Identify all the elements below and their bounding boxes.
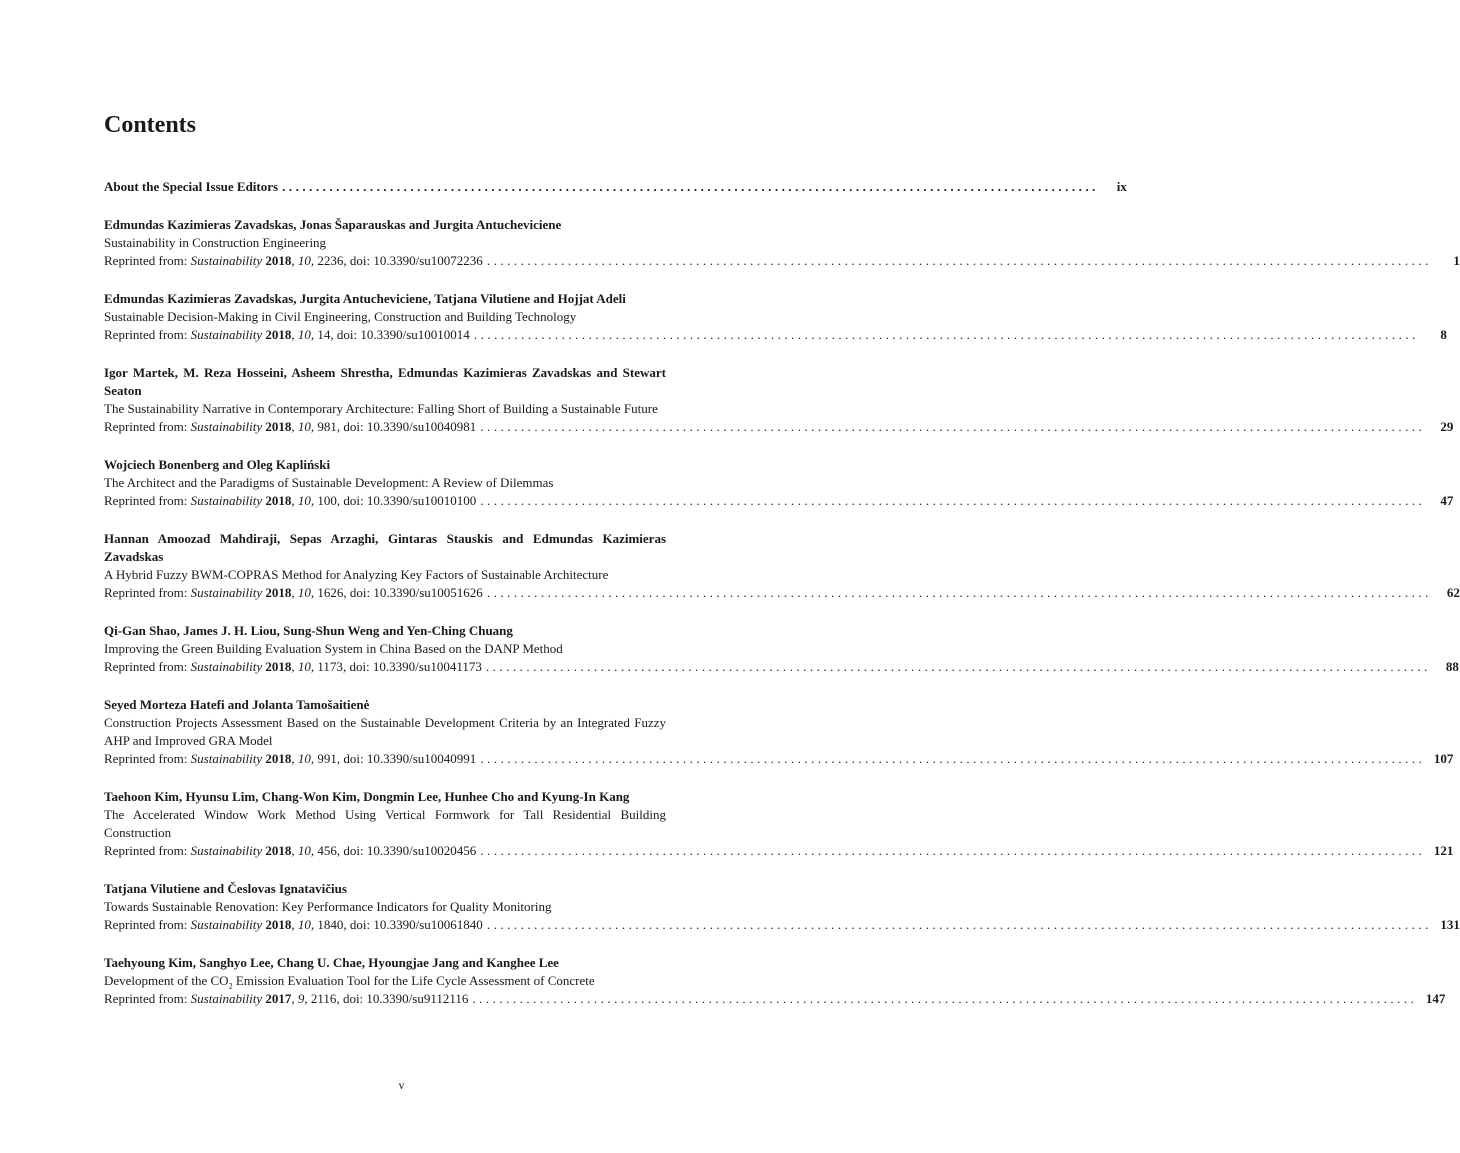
reprint-prefix: Reprinted from: — [104, 493, 188, 508]
reference-text: Reprinted from: Sustainability 2018, 10, 2236, doi: 10.3390/su10072236 — [104, 253, 483, 268]
entry-reference — [104, 418, 1454, 436]
year: 2018 — [265, 493, 292, 508]
journal-name: Sustainability — [190, 327, 263, 342]
reference-text: Reprinted from: Sustainability 2017, 9, 2116, doi: 10.3390/su9112116 — [104, 991, 469, 1006]
reference-text: Reprinted from: Sustainability 2018, 10, 1173, doi: 10.3390/su10041173 — [104, 659, 482, 674]
journal-name: Sustainability — [190, 843, 263, 858]
page-number: 62 — [1446, 585, 1460, 600]
table-of-contents — [104, 178, 1460, 1028]
dot-leader: ............................................................................................................................................ — [486, 253, 1432, 268]
toc-entry[interactable] — [104, 880, 1460, 934]
article-number: 456 — [317, 843, 337, 858]
reprint-prefix: Reprinted from: — [104, 419, 188, 434]
journal-name: Sustainability — [190, 991, 263, 1006]
page-number: 107 — [1433, 751, 1454, 766]
journal-name: Sustainability — [190, 419, 263, 434]
doi: doi: 10.3390/su10010100 — [343, 493, 477, 508]
entry-title-subscript: 2 — [228, 981, 233, 991]
volume: 10 — [297, 493, 311, 508]
year: 2018 — [265, 751, 292, 766]
entry-reference — [104, 492, 1454, 510]
entry-authors: Hannan Amoozad Mahdiraji, Sepas Arzaghi, Gintaras Stauskis and Edmundas Kazimieras Zavadskas — [104, 531, 666, 564]
reference-text: Reprinted from: Sustainability 2018, 10, 1840, doi: 10.3390/su10061840 — [104, 917, 483, 932]
entry-reference — [104, 326, 1447, 344]
article-number: 1626 — [317, 585, 344, 600]
volume: 10 — [297, 659, 311, 674]
about-editors-entry[interactable] — [104, 178, 1127, 196]
volume: 10 — [297, 253, 311, 268]
dot-leader: ............................................................................................................................................ — [480, 419, 1426, 434]
reprint-prefix: Reprinted from: — [104, 585, 188, 600]
article-number: 1840 — [317, 917, 344, 932]
article-number: 981 — [317, 419, 337, 434]
toc-entry[interactable] — [104, 622, 1459, 676]
dot-leader: ............................................................................................................................................ — [473, 327, 1419, 342]
toc-entry[interactable] — [104, 788, 1454, 860]
dot-leader: ............................................................................................................................................ — [486, 585, 1432, 600]
journal-name: Sustainability — [190, 493, 263, 508]
article-number: 14 — [317, 327, 331, 342]
entry-title: Towards Sustainable Renovation: Key Performance Indicators for Quality Monitoring — [104, 899, 552, 914]
doi: doi: 10.3390/su10051626 — [349, 585, 483, 600]
year: 2018 — [265, 253, 292, 268]
reprint-prefix: Reprinted from: — [104, 659, 188, 674]
entry-title: A Hybrid Fuzzy BWM-COPRAS Method for Analyzing Key Factors of Sustainable Architecture — [104, 567, 609, 582]
journal-name: Sustainability — [190, 659, 263, 674]
dot-leader: ............................................................................................................................................ — [480, 751, 1426, 766]
entry-reference — [104, 842, 1454, 860]
doi: doi: 10.3390/su10040981 — [343, 419, 477, 434]
doi: doi: 10.3390/su10072236 — [349, 253, 483, 268]
reprint-prefix: Reprinted from: — [104, 843, 188, 858]
page-number: 147 — [1425, 991, 1446, 1006]
toc-entry[interactable] — [104, 530, 1460, 602]
reference-text: Reprinted from: Sustainability 2018, 10, 991, doi: 10.3390/su10040991 — [104, 751, 477, 766]
entry-authors: Taehoon Kim, Hyunsu Lim, Chang-Won Kim, Dongmin Lee, Hunhee Cho and Kyung-In Kang — [104, 789, 630, 804]
entry-authors: Taehyoung Kim, Sanghyo Lee, Chang U. Chae, Hyoungjae Jang and Kanghee Lee — [104, 955, 559, 970]
year: 2018 — [265, 419, 292, 434]
dot-leader: ............................................................................................................................................ — [486, 917, 1432, 932]
entry-title: Sustainability in Construction Engineering — [104, 235, 327, 250]
reprint-prefix: Reprinted from: — [104, 917, 188, 932]
entry-reference — [104, 584, 1460, 602]
toc-entry[interactable] — [104, 364, 1454, 436]
page-number: ix — [1116, 179, 1127, 194]
entry-title: Sustainable Decision-Making in Civil Engineering, Construction and Building Technology — [104, 309, 577, 324]
article-number: 991 — [317, 751, 337, 766]
reprint-prefix: Reprinted from: — [104, 327, 188, 342]
entry-title: The Architect and the Paradigms of Sustainable Development: A Review of Dilemmas — [104, 475, 554, 490]
entry-title: Improving the Green Building Evaluation System in China Based on the DANP Method — [104, 641, 563, 656]
year: 2018 — [265, 327, 292, 342]
entry-authors: Tatjana Vilutiene and Česlovas Ignatavičius — [104, 881, 347, 896]
toc-entry[interactable] — [104, 290, 1447, 344]
doi: doi: 10.3390/su10041173 — [349, 659, 482, 674]
reprint-prefix: Reprinted from: — [104, 253, 188, 268]
reference-text: Reprinted from: Sustainability 2018, 10, 1626, doi: 10.3390/su10051626 — [104, 585, 483, 600]
page-title: Contents — [104, 112, 197, 138]
reference-text: Reprinted from: Sustainability 2018, 10, 14, doi: 10.3390/su10010014 — [104, 327, 470, 342]
entry-title — [104, 972, 666, 990]
toc-entry[interactable] — [104, 954, 1446, 1008]
entry-authors: Igor Martek, M. Reza Hosseini, Asheem Shrestha, Edmundas Kazimieras Zavadskas and Stewart Seaton — [104, 365, 666, 398]
dot-leader: ............................................................................................................................................ — [485, 659, 1431, 674]
volume: 9 — [297, 991, 305, 1006]
year: 2017 — [265, 991, 292, 1006]
reference-text: Reprinted from: Sustainability 2018, 10, 100, doi: 10.3390/su10010100 — [104, 493, 477, 508]
reprint-prefix: Reprinted from: — [104, 751, 188, 766]
entry-list — [104, 216, 1460, 1008]
toc-entry[interactable] — [104, 456, 1454, 510]
dot-leader: ............................................................................................................................................ — [480, 843, 1426, 858]
folio-page-number: v — [398, 1078, 405, 1092]
entry-authors: Edmundas Kazimieras Zavadskas, Jurgita Antucheviciene, Tatjana Vilutiene and Hojjat Adeli — [104, 291, 626, 306]
year: 2018 — [265, 843, 292, 858]
year: 2018 — [265, 659, 292, 674]
entry-title: The Accelerated Window Work Method Using Vertical Formwork for Tall Residential Building Construction — [104, 807, 666, 840]
page-number: 47 — [1440, 493, 1454, 508]
entry-title: Construction Projects Assessment Based on the Sustainable Development Criteria by an Integrated Fuzzy AHP and Improved GRA Model — [104, 715, 666, 748]
entry-reference — [104, 252, 1460, 270]
volume: 10 — [297, 843, 311, 858]
page-number: 88 — [1445, 659, 1459, 674]
volume: 10 — [297, 327, 311, 342]
article-number: 1173 — [317, 659, 343, 674]
doi: doi: 10.3390/su10020456 — [343, 843, 477, 858]
entry-authors: Wojciech Bonenberg and Oleg Kapliński — [104, 457, 331, 472]
entry-title-part: Development of the CO — [104, 973, 229, 988]
about-editors-label: About the Special Issue Editors — [104, 179, 279, 194]
year: 2018 — [265, 917, 292, 932]
entry-authors: Edmundas Kazimieras Zavadskas, Jonas Šaparauskas and Jurgita Antucheviciene — [104, 217, 562, 232]
entry-reference — [104, 990, 1446, 1008]
page-number: 1 — [1453, 253, 1460, 268]
entry-reference — [104, 658, 1459, 676]
journal-name: Sustainability — [190, 585, 263, 600]
entry-title-part: Emission Evaluation Tool for the Life Cycle Assessment of Concrete — [232, 973, 595, 988]
volume: 10 — [297, 419, 311, 434]
reference-text: Reprinted from: Sustainability 2018, 10, 456, doi: 10.3390/su10020456 — [104, 843, 477, 858]
dot-leader: ............................................................................................................................................ — [480, 493, 1426, 508]
page-number: 121 — [1433, 843, 1454, 858]
volume: 10 — [297, 751, 311, 766]
dot-leader: ............................................................................................................................................ — [472, 991, 1418, 1006]
volume: 10 — [297, 917, 311, 932]
page-number: 29 — [1440, 419, 1454, 434]
journal-name: Sustainability — [190, 751, 263, 766]
entry-reference — [104, 750, 1454, 768]
doi: doi: 10.3390/su10061840 — [349, 917, 483, 932]
year: 2018 — [265, 585, 292, 600]
page-number: 131 — [1440, 917, 1460, 932]
journal-name: Sustainability — [190, 253, 263, 268]
reprint-prefix: Reprinted from: — [104, 991, 188, 1006]
entry-authors: Seyed Morteza Hatefi and Jolanta Tamošaitienė — [104, 697, 370, 712]
reference-text: Reprinted from: Sustainability 2018, 10, 981, doi: 10.3390/su10040981 — [104, 419, 477, 434]
article-number: 100 — [317, 493, 337, 508]
journal-name: Sustainability — [190, 917, 263, 932]
toc-entry[interactable] — [104, 696, 1454, 768]
dot-leader: ......................................................................................................................... — [282, 179, 1099, 194]
doi: doi: 10.3390/su9112116 — [342, 991, 469, 1006]
article-number: 2236 — [317, 253, 344, 268]
entry-reference — [104, 916, 1460, 934]
doi: doi: 10.3390/su10010014 — [336, 327, 470, 342]
entry-title: The Sustainability Narrative in Contemporary Architecture: Falling Short of Building a Sustainable Future — [104, 401, 658, 416]
entry-authors: Qi-Gan Shao, James J. H. Liou, Sung-Shun Weng and Yen-Ching Chuang — [104, 623, 513, 638]
article-number: 2116 — [310, 991, 337, 1006]
doi: doi: 10.3390/su10040991 — [343, 751, 477, 766]
toc-entry[interactable] — [104, 216, 1460, 270]
page-number: 8 — [1440, 327, 1447, 342]
volume: 10 — [297, 585, 311, 600]
